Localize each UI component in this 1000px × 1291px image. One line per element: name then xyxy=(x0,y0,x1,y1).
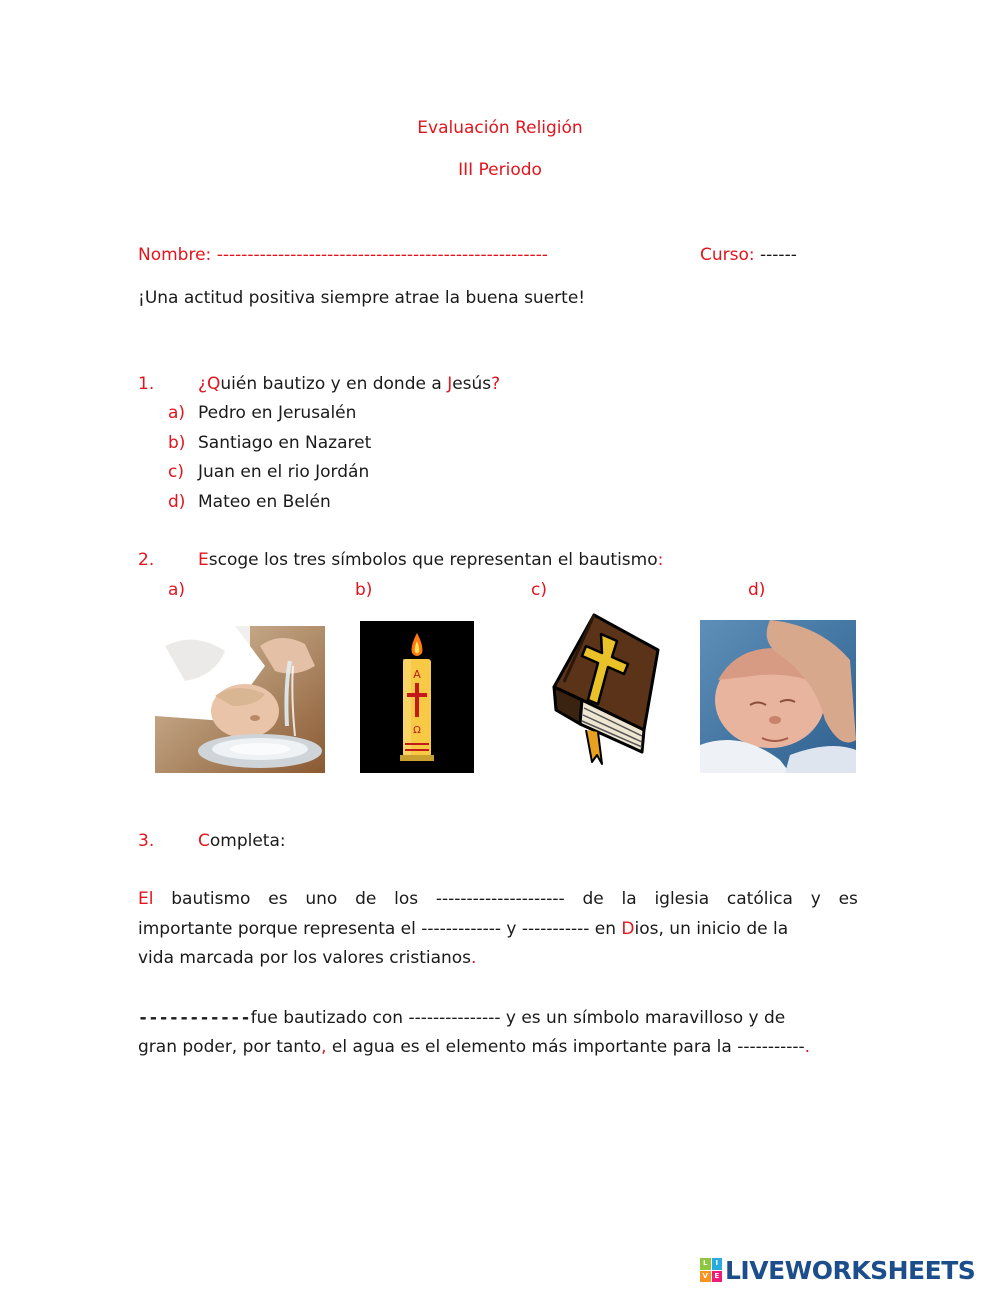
q2-text-rest: scoge los tres símbolos que representan el bautismo xyxy=(208,550,658,570)
q1-text xyxy=(198,374,500,394)
q3-text-rest: ompleta: xyxy=(209,831,286,851)
page-title: Evaluación Religión xyxy=(417,118,583,138)
q2-option-letter: d) xyxy=(748,580,766,600)
q1-option-letter: c) xyxy=(168,462,184,482)
q2-number: 2. xyxy=(138,550,155,570)
q1-option-letter: b) xyxy=(168,433,186,453)
logo-badge-icon xyxy=(700,1258,722,1282)
liveworksheets-logo[interactable] xyxy=(700,1255,975,1285)
q3-text xyxy=(198,831,286,851)
newborn-blessing-icon[interactable] xyxy=(700,620,856,773)
q3-word: de xyxy=(355,889,377,909)
q3-text-segment: , xyxy=(321,1037,327,1057)
course-label: Curso: xyxy=(700,245,755,265)
q3-word: y xyxy=(810,889,821,909)
q3-p2-line2 xyxy=(138,1033,858,1062)
q3-text-segment: ios, un inicio de la xyxy=(634,918,789,939)
q3-word: la xyxy=(621,889,637,909)
q1-option-d[interactable]: Mateo en Belén xyxy=(198,492,331,512)
q3-p2-line1 xyxy=(138,1004,858,1033)
q3-text-segment: vida marcada por los valores cristianos xyxy=(138,948,472,968)
q2-option-letter: c) xyxy=(531,580,547,600)
q3-text-segment: . xyxy=(471,948,477,968)
q1-text-part: J xyxy=(447,374,453,394)
name-row xyxy=(138,245,548,265)
q1-number: 1. xyxy=(138,374,155,394)
q3-word: es xyxy=(268,889,288,909)
q2-text-first: E xyxy=(198,550,209,570)
q1-text-part: ¿Q xyxy=(198,374,221,394)
q3-paragraph-1 xyxy=(138,885,858,974)
logo-badge-letter: I xyxy=(712,1258,723,1270)
q3-paragraph-2 xyxy=(138,1004,858,1062)
q3-word: El xyxy=(138,889,154,909)
q3-text-segment[interactable]: el agua es el elemento más importante para la ----------- xyxy=(326,1037,805,1057)
q3-blank[interactable]: --------------------- xyxy=(435,889,565,909)
paschal-candle-icon[interactable] xyxy=(360,621,474,773)
q3-word: uno xyxy=(305,889,338,909)
q3-word: bautismo xyxy=(171,889,251,909)
q1-text-part: ? xyxy=(491,374,501,394)
q3-text-segment: gran poder, por tanto xyxy=(138,1037,322,1057)
q1-text-part: esús xyxy=(452,374,492,394)
q3-word: de xyxy=(582,889,604,909)
q2-text xyxy=(198,550,663,570)
q3-text-segment: . xyxy=(804,1037,811,1057)
logo-badge-letter: V xyxy=(700,1271,711,1283)
q1-option-a[interactable]: Pedro en Jerusalén xyxy=(198,403,357,423)
q1-option-letter: a) xyxy=(168,403,186,423)
q3-text-segment[interactable]: fue bautizado con --------------- y es un símbolo maravilloso y de xyxy=(250,1008,786,1028)
q3-text-first: C xyxy=(198,831,210,851)
motto: ¡Una actitud positiva siempre atrae la buena suerte! xyxy=(138,288,586,308)
logo-badge-letter: L xyxy=(700,1258,711,1270)
q2-option-letter: a) xyxy=(168,580,186,600)
q3-text-segment: D xyxy=(621,918,635,939)
logo-badge-letter: E xyxy=(712,1271,723,1283)
name-blank[interactable]: ------------------------------------------------------ xyxy=(216,245,548,265)
svg-text:A: A xyxy=(413,668,421,681)
q3-text-segment[interactable]: importante porque representa el ------------- y ----------- en xyxy=(138,918,622,939)
q3-p1-line1 xyxy=(138,885,858,915)
q2-text-colon: : xyxy=(657,550,664,570)
q3-word: iglesia xyxy=(654,889,710,909)
q3-p1-line3 xyxy=(138,944,858,974)
q3-blank[interactable]: ----------- xyxy=(138,1008,251,1028)
svg-text:Ω: Ω xyxy=(413,725,421,736)
page-subtitle: III Periodo xyxy=(458,160,542,180)
q1-option-b[interactable]: Santiago en Nazaret xyxy=(198,433,372,453)
q1-text-part: uién bautizo y en donde a xyxy=(220,374,448,394)
q1-option-letter: d) xyxy=(168,492,186,512)
name-label: Nombre: xyxy=(138,245,212,265)
course-blank[interactable]: ------ xyxy=(760,245,797,265)
course-row xyxy=(700,245,797,265)
q3-word: los xyxy=(394,889,419,909)
bible-icon[interactable] xyxy=(546,612,666,772)
q3-word: es xyxy=(838,889,858,909)
q3-word: católica xyxy=(726,889,793,909)
q3-number: 3. xyxy=(138,831,155,851)
q1-option-c[interactable]: Juan en el rio Jordán xyxy=(198,462,370,482)
q3-p1-line2 xyxy=(138,915,858,945)
q2-option-letter: b) xyxy=(355,580,373,600)
baby-baptism-water-icon[interactable] xyxy=(155,626,325,773)
logo-text: LIVEWORKSHEETS xyxy=(725,1255,976,1285)
